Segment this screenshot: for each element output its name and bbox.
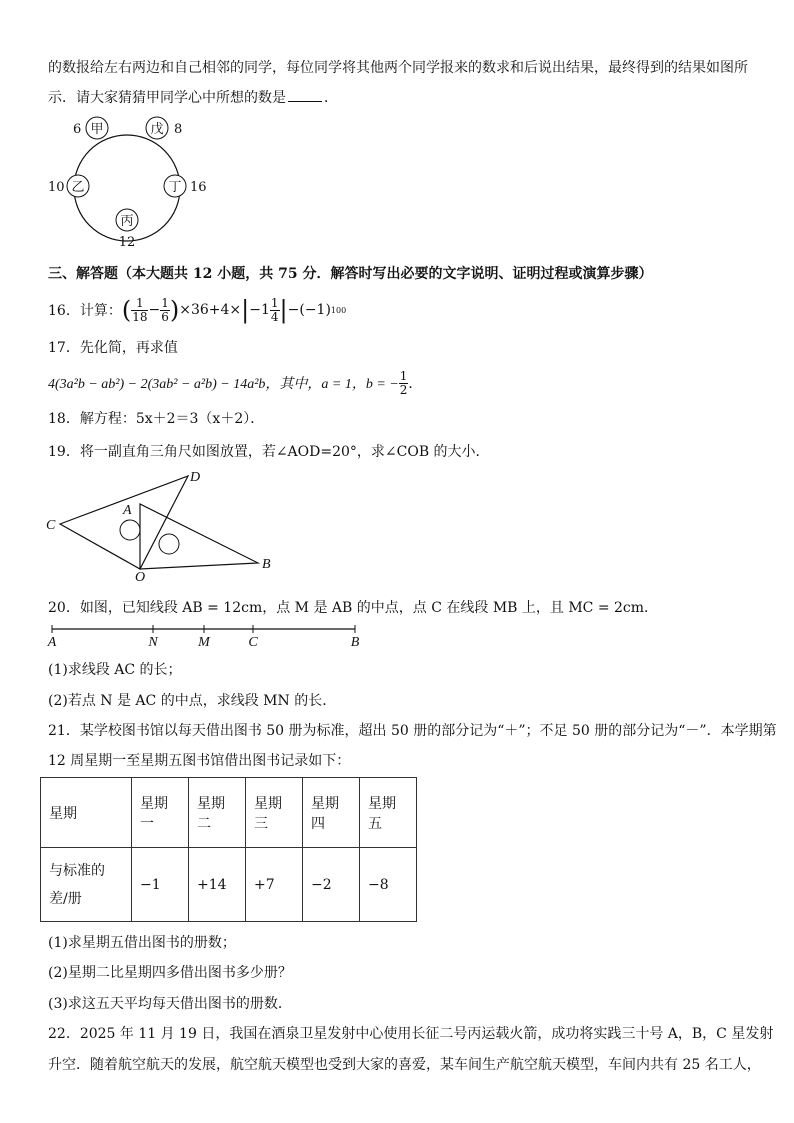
- q16-frac1: $\frac{1}{18}$: [132, 295, 148, 324]
- hole-small-2: [159, 534, 179, 554]
- label-a: A: [123, 503, 132, 518]
- point-m: M: [198, 635, 210, 650]
- table-header-row: [41, 778, 417, 848]
- row-label-cell: 与标准的差/册: [41, 848, 132, 922]
- value-yi: 10: [48, 180, 65, 195]
- q18: 18．解方程：5x＋2＝3（x＋2）．: [48, 411, 265, 427]
- label-c: C: [46, 518, 56, 533]
- q15-line1: 的数报给左右两边和自己相邻的同学，每位同学将其他两个同学报来的数求和后说出结果，最终得到的结果如图所: [48, 60, 748, 76]
- header-cell: 星期五: [360, 778, 417, 848]
- q16-exponent: 100: [330, 305, 347, 315]
- point-a: A: [47, 635, 57, 650]
- node-jia-label: 甲: [90, 122, 104, 137]
- q21-sub2: (2)星期二比星期四多借出图书多少册？: [48, 965, 292, 981]
- q21-line1: 21．某学校图书馆以每天借出图书 50 册为标准，超出 50 册的部分记为“＋”；不足 50 册的部分记为“－”．本学期第: [48, 723, 777, 739]
- q21-line2: 12 周星期一至星期五图书馆借出图书记录如下：: [48, 753, 351, 769]
- q16-frac3: $\frac{1}{4}$: [270, 295, 279, 324]
- q20: 20．如图，已知线段 AB = 12cm，点 M 是 AB 的中点，点 C 在线段 MB 上，且 MC = 2cm．: [48, 600, 659, 616]
- q17-expr: [48, 364, 422, 402]
- node-yi-label: 乙: [71, 180, 85, 195]
- answer-blank: [288, 89, 322, 102]
- q16-abs-in: −1: [249, 302, 270, 318]
- q15-line2-end: ．: [324, 90, 338, 106]
- q21-sub1: (1)求星期五借出图书的册数；: [48, 935, 236, 951]
- q17-b-frac: $\frac{1}{2}$: [399, 368, 408, 397]
- header-cell: 星期三: [246, 778, 303, 848]
- q16-abs-close: |: [279, 296, 288, 324]
- q16-mid: ×36+4×: [179, 302, 242, 318]
- q16-label: 16．计算：: [48, 303, 122, 319]
- q20-sub2: (2)若点 N 是 AC 的中点，求线段 MN 的长．: [48, 693, 337, 709]
- q16-minus: −: [148, 302, 161, 318]
- value-cell: −2: [303, 848, 360, 922]
- label-o: O: [135, 570, 146, 585]
- q16-paren-close: ): [169, 296, 180, 324]
- q17-end: ．: [408, 376, 423, 392]
- q16-abs-open: |: [241, 296, 250, 324]
- q16: [48, 290, 346, 330]
- value-jia: 6: [73, 122, 82, 137]
- value-wu: 8: [174, 122, 183, 137]
- node-wu-label: 戊: [150, 122, 164, 137]
- q17-expression: 4(3a²b − ab²) − 2(3ab² − a²b) − 14a²b，其中，a = 1，b = −: [48, 377, 399, 392]
- q21-table: [40, 777, 417, 922]
- header-cell: 星期二: [189, 778, 246, 848]
- value-cell: −8: [360, 848, 417, 922]
- value-cell: +7: [246, 848, 303, 922]
- value-cell: +14: [189, 848, 246, 922]
- point-n: N: [148, 635, 158, 650]
- header-cell: 星期四: [303, 778, 360, 848]
- q15-line2: [48, 87, 338, 107]
- value-bing: 12: [118, 235, 136, 250]
- value-cell: −1: [132, 848, 189, 922]
- q22-line2: 升空．随着航空航天的发展，航空航天模型也受到大家的喜爱，某车间生产航空航天模型，车间内共有 25 名工人，: [48, 1057, 761, 1073]
- q16-paren-open: (: [121, 296, 132, 324]
- q15-line2-text: 示．请大家猜猜甲同学心中所想的数是: [48, 90, 286, 106]
- q20-sub1: (1)求线段 AC 的长；: [48, 662, 182, 678]
- q15-circle-figure: [45, 112, 215, 252]
- q16-tail: −(−1): [287, 302, 331, 318]
- label-d: D: [190, 470, 201, 485]
- table-row: [41, 848, 417, 922]
- q22-line1: 22．2025 年 11 月 19 日，我国在酒泉卫星发射中心使用长征二号丙运载火箭，成功将实践三十号 A，B，C 星发射: [48, 1026, 774, 1042]
- header-cell: 星期一: [132, 778, 189, 848]
- q19-triangles-figure: [40, 466, 280, 586]
- q21-sub3: (3)求这五天平均每天借出图书的册数．: [48, 996, 292, 1012]
- hole-small-1: [120, 520, 140, 540]
- q16-frac2: $\frac{1}{6}$: [161, 295, 169, 324]
- node-ding-label: 丁: [168, 180, 182, 195]
- q17-label: 17．先化简，再求值: [48, 340, 178, 356]
- triangle-aob: [140, 504, 258, 569]
- section-3-heading: 三、解答题（本大题共 12 小题，共 75 分．解答时写出必要的文字说明、证明过程或演算步骤）: [48, 266, 653, 282]
- node-bing-label: 丙: [120, 214, 134, 229]
- point-b: B: [350, 635, 360, 650]
- q19: 19．将一副直角三角尺如图放置，若∠AOD=20°，求∠COB 的大小．: [48, 444, 490, 460]
- header-cell: 星期: [41, 778, 132, 848]
- point-c: C: [248, 635, 258, 650]
- value-ding: 16: [190, 180, 207, 195]
- label-b: B: [262, 557, 271, 572]
- q20-segment-figure: [44, 622, 374, 656]
